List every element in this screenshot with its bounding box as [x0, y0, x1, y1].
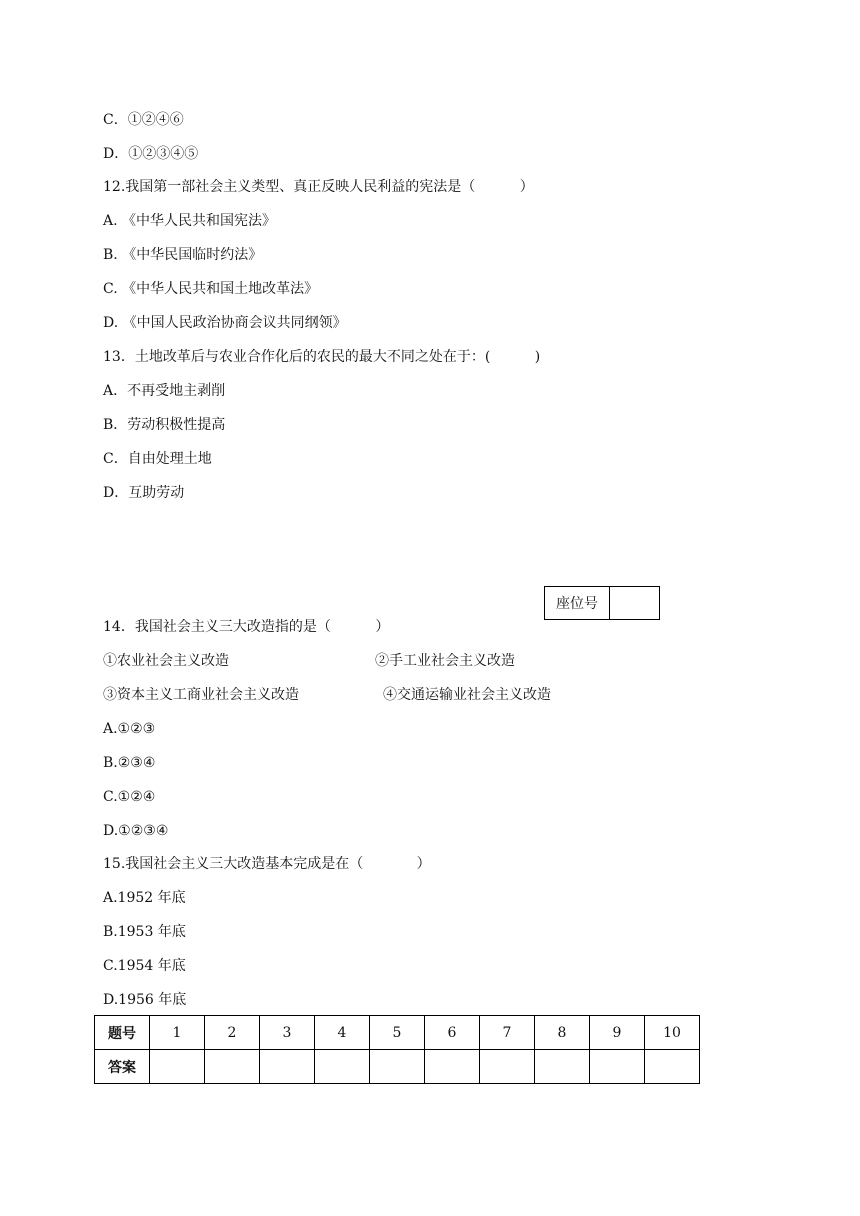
q12-option-a: A. 《中华人民共和国宪法》 [103, 213, 277, 229]
question-number-header: 题号 [95, 1016, 150, 1050]
q14-option-a: A.①②③ [103, 721, 156, 737]
answer-cell[interactable] [260, 1050, 315, 1084]
q15-option-c: C.1954 年底 [103, 958, 186, 974]
q14-item-3: ③资本主义工商业社会主义改造 [103, 687, 299, 703]
answer-cell[interactable] [315, 1050, 370, 1084]
seat-number-box [544, 586, 660, 620]
question-number-cell: 7 [480, 1016, 535, 1050]
q15-stem: 15.我国社会主义三大改造基本完成是在（ ） [103, 856, 431, 872]
q12-option-d: D. 《中国人民政治协商会议共同纲领》 [103, 315, 347, 331]
question-number-cell: 9 [590, 1016, 645, 1050]
question-number-cell: 3 [260, 1016, 315, 1050]
answer-cell[interactable] [590, 1050, 645, 1084]
q12-option-c: C. 《中华人民共和国土地改革法》 [103, 281, 319, 297]
answer-table-answer-row [95, 1050, 700, 1084]
q15-option-a: A.1952 年底 [103, 890, 186, 906]
q15-option-b: B.1953 年底 [103, 924, 186, 940]
question-number-cell: 2 [205, 1016, 260, 1050]
q14-item-2: ②手工业社会主义改造 [375, 653, 515, 669]
q14-option-d: D.①②③④ [103, 823, 169, 839]
seat-number-label: 座位号 [545, 587, 610, 619]
answer-cell[interactable] [150, 1050, 205, 1084]
answer-cell[interactable] [535, 1050, 590, 1084]
q13-option-c: C．自由处理土地 [103, 451, 212, 467]
answer-table [94, 1015, 700, 1084]
q13-option-d: D．互助劳动 [103, 485, 185, 501]
q12-option-b: B. 《中华民国临时约法》 [103, 247, 263, 263]
answer-cell[interactable] [370, 1050, 425, 1084]
q15-option-d: D.1956 年底 [103, 992, 187, 1008]
question-number-cell: 6 [425, 1016, 480, 1050]
q14-item-4: ④交通运输业社会主义改造 [383, 687, 551, 703]
answer-cell[interactable] [425, 1050, 480, 1084]
question-number-cell: 10 [645, 1016, 700, 1050]
q13-option-b: B．劳动积极性提高 [103, 417, 226, 433]
answer-table-number-row [95, 1016, 700, 1050]
q13-option-a: A．不再受地主剥削 [103, 383, 226, 399]
q14-option-c: C.①②④ [103, 789, 156, 805]
q14-option-b: B.②③④ [103, 755, 156, 771]
question-number-cell: 8 [535, 1016, 590, 1050]
answer-cell[interactable] [645, 1050, 700, 1084]
seat-number-field[interactable] [610, 587, 659, 619]
q14-item-1: ①农业社会主义改造 [103, 653, 229, 669]
q12-stem: 12.我国第一部社会主义类型、真正反映人民利益的宪法是（ ） [103, 179, 534, 195]
q11-option-d: D．①②③④⑤ [103, 146, 199, 162]
question-number-cell: 1 [150, 1016, 205, 1050]
answer-header: 答案 [95, 1050, 150, 1084]
q14-stem: 14．我国社会主义三大改造指的是（ ） [103, 619, 390, 635]
answer-cell[interactable] [205, 1050, 260, 1084]
question-number-cell: 5 [370, 1016, 425, 1050]
question-number-cell: 4 [315, 1016, 370, 1050]
q11-option-c: C．①②④⑥ [103, 112, 184, 128]
q13-stem: 13．土地改革后与农业合作化后的农民的最大不同之处在于：( ) [103, 349, 541, 365]
answer-cell[interactable] [480, 1050, 535, 1084]
